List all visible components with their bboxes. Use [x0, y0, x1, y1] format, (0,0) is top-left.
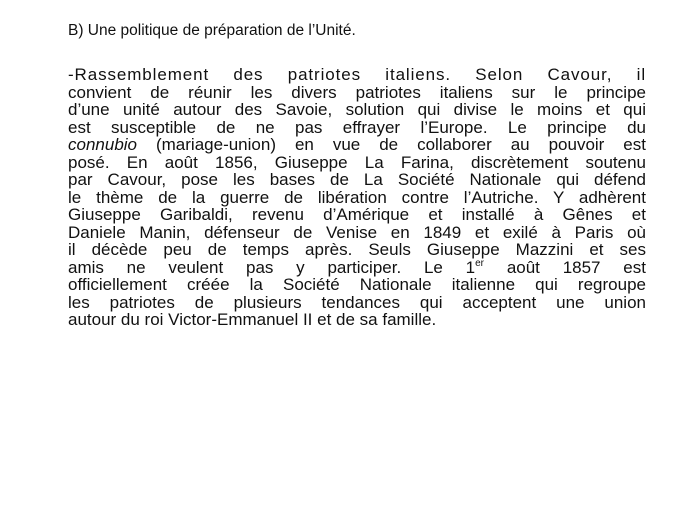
paragraph-line [68, 259, 646, 277]
paragraph-line: le thème de la guerre de libération contre l’Autriche. Y adhèrent [68, 187, 646, 207]
paragraph-line: convient de réunir les divers patriotes italiens sur le principe [68, 82, 646, 102]
paragraph-line [68, 136, 646, 154]
paragraph-line: Daniele Manin, défenseur de Venise en 1849 et exilé à Paris où [68, 222, 646, 242]
paragraph-line: est susceptible de ne pas effrayer l’Europe. Le principe du [68, 117, 646, 137]
paragraph-line: -Rassemblement des patriotes italiens. Selon Cavour, il [68, 65, 646, 84]
paragraph-line: officiellement créée la Société Nationale italienne qui regroupe [68, 275, 646, 294]
connubio-term: connubio [68, 135, 138, 154]
paragraph-line: autour du roi Victor-Emmanuel II et de sa famille. [68, 310, 437, 329]
paragraph-line-before: amis ne veulent pas y participer. Le 1 [68, 257, 476, 277]
paragraph-line: par Cavour, pose les bases de La Société Nationale qui défend [68, 170, 646, 189]
section-heading: B) Une politique de préparation de l’Unité. [68, 22, 356, 39]
body-paragraph [68, 66, 646, 329]
paragraph-line-after: août 1857 est [484, 257, 646, 277]
paragraph-line: il décède peu de temps après. Seuls Giuseppe Mazzini et ses [68, 240, 646, 259]
ordinal-superscript: er [475, 257, 485, 269]
paragraph-line: les patriotes de plusieurs tendances qui acceptent une union [68, 292, 646, 312]
paragraph-line: posé. En août 1856, Giuseppe La Farina, discrètement soutenu [68, 152, 646, 172]
paragraph-line-rest: (mariage-union) en vue de collaborer au pouvoir est [137, 135, 646, 154]
paragraph-line: Giuseppe Garibaldi, revenu d’Amérique et installé à Gênes et [68, 205, 646, 224]
paragraph-line: d’une unité autour des Savoie, solution qui divise le moins et qui [68, 100, 646, 119]
